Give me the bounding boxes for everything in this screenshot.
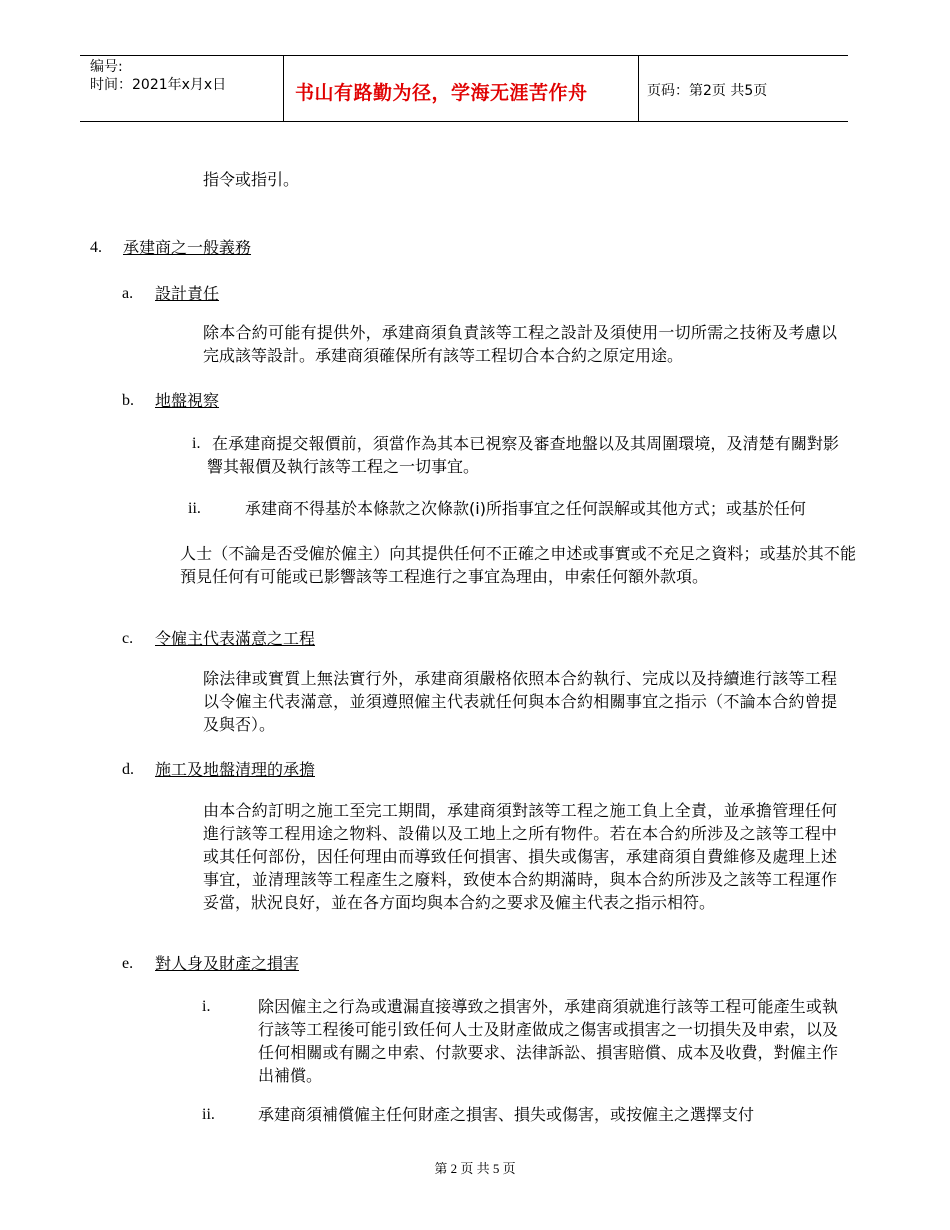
clause-c-title: 令僱主代表滿意之工程 [155, 629, 316, 648]
clause-a-title: 設計責任 [155, 284, 220, 303]
clause-e-marker: e. [122, 955, 134, 972]
clause-b-ii-marker: ii. [188, 500, 201, 517]
clause-e-i-text: 除因僱主之行為或遺漏直接導致之損害外，承建商須就進行該等工程可能產生或執行該等工程後可能引致任何人士及財產做成之傷害或損害之一切損失及申索，以及任何相關或有關之申索、付款要求、法律訴訟、損害賠償、成本及收費，對僱主作出補償。 [258, 997, 838, 1085]
clause-b-ii-continuation: 人士（不論是否受僱於僱主）向其提供任何不正確之申述或事實或不充足之資料；或基於其不能預見任何有可能或已影響該等工程進行之事宜為理由，申索任何額外款項。 [180, 544, 856, 586]
clause-b-i-text-content: 在承建商提交報價前，須當作為其本已視察及審查地盤以及其周圍環境，及清楚有關對影響其報價及執行該等工程之一切事宜。 [207, 434, 839, 476]
clause-b-marker: b. [122, 392, 134, 409]
clause-d-marker: d. [122, 761, 134, 778]
clause-b-i-marker: i. [192, 435, 201, 452]
page-footer: 第 2 页 共 5 页 [434, 1161, 516, 1176]
header-bottom-rule [80, 121, 848, 122]
clause-e-i-marker: i. [202, 998, 211, 1015]
clause-a-marker: a. [122, 285, 134, 302]
header-divider-right [638, 55, 639, 122]
header-motto: 书山有路勤为径，学海无涯苦作舟 [295, 82, 588, 104]
header-page-code: 页码：第2页 共5页 [647, 83, 768, 99]
clause-d-title: 施工及地盤清理的承擔 [155, 760, 316, 779]
header-top-rule [80, 55, 848, 56]
document-number-label: 编号: [90, 59, 123, 75]
section-number: 4. [90, 239, 102, 256]
clause-b-i-text [207, 432, 839, 478]
clause-b-title: 地盤視察 [155, 391, 220, 410]
clause-b-ii-text: 承建商不得基於本條款之次條款(i)所指事宜之任何誤解或其他方式；或基於任何 [245, 499, 806, 518]
document-date: 时间：2021年x月x日 [90, 77, 227, 93]
section-title: 承建商之一般義務 [123, 238, 252, 257]
clause-e-ii-text: 承建商須補償僱主任何財產之損害、損失或傷害，或按僱主之選擇支付 [258, 1105, 755, 1124]
header-divider-left [283, 55, 284, 122]
clause-a-body: 除本合約可能有提供外，承建商須負責該等工程之設計及須使用一切所需之技術及考慮以完成該等設計。承建商須確保所有該等工程切合本合約之原定用途。 [203, 323, 837, 365]
continuation-text: 指令或指引。 [203, 170, 300, 189]
clause-e-title: 對人身及財產之損害 [155, 954, 300, 973]
header-meta [90, 58, 226, 94]
clause-c-marker: c. [122, 630, 134, 647]
clause-c-body: 除法律或實質上無法實行外，承建商須嚴格依照本合約執行、完成以及持續進行該等工程以令僱主代表滿意，並須遵照僱主代表就任何與本合約相關事宜之指示（不論本合約曾提及與否）。 [203, 669, 837, 734]
clause-d-body: 由本合約訂明之施工至完工期間，承建商須對該等工程之施工負上全責，並承擔管理任何進行該等工程用途之物料、設備以及工地上之所有物件。若在本合約所涉及之該等工程中或其任何部份，因任何理由而導致任何損害、損失或傷害，承建商須自費維修及處理上述事宜，並清理該等工程產生之廢料，致使本合約期滿時，與本合約所涉及之該等工程運作妥當，狀況良好，並在各方面均與本合約之要求及僱主代表之指示相符。 [203, 801, 837, 912]
clause-e-ii-marker: ii. [202, 1106, 215, 1123]
